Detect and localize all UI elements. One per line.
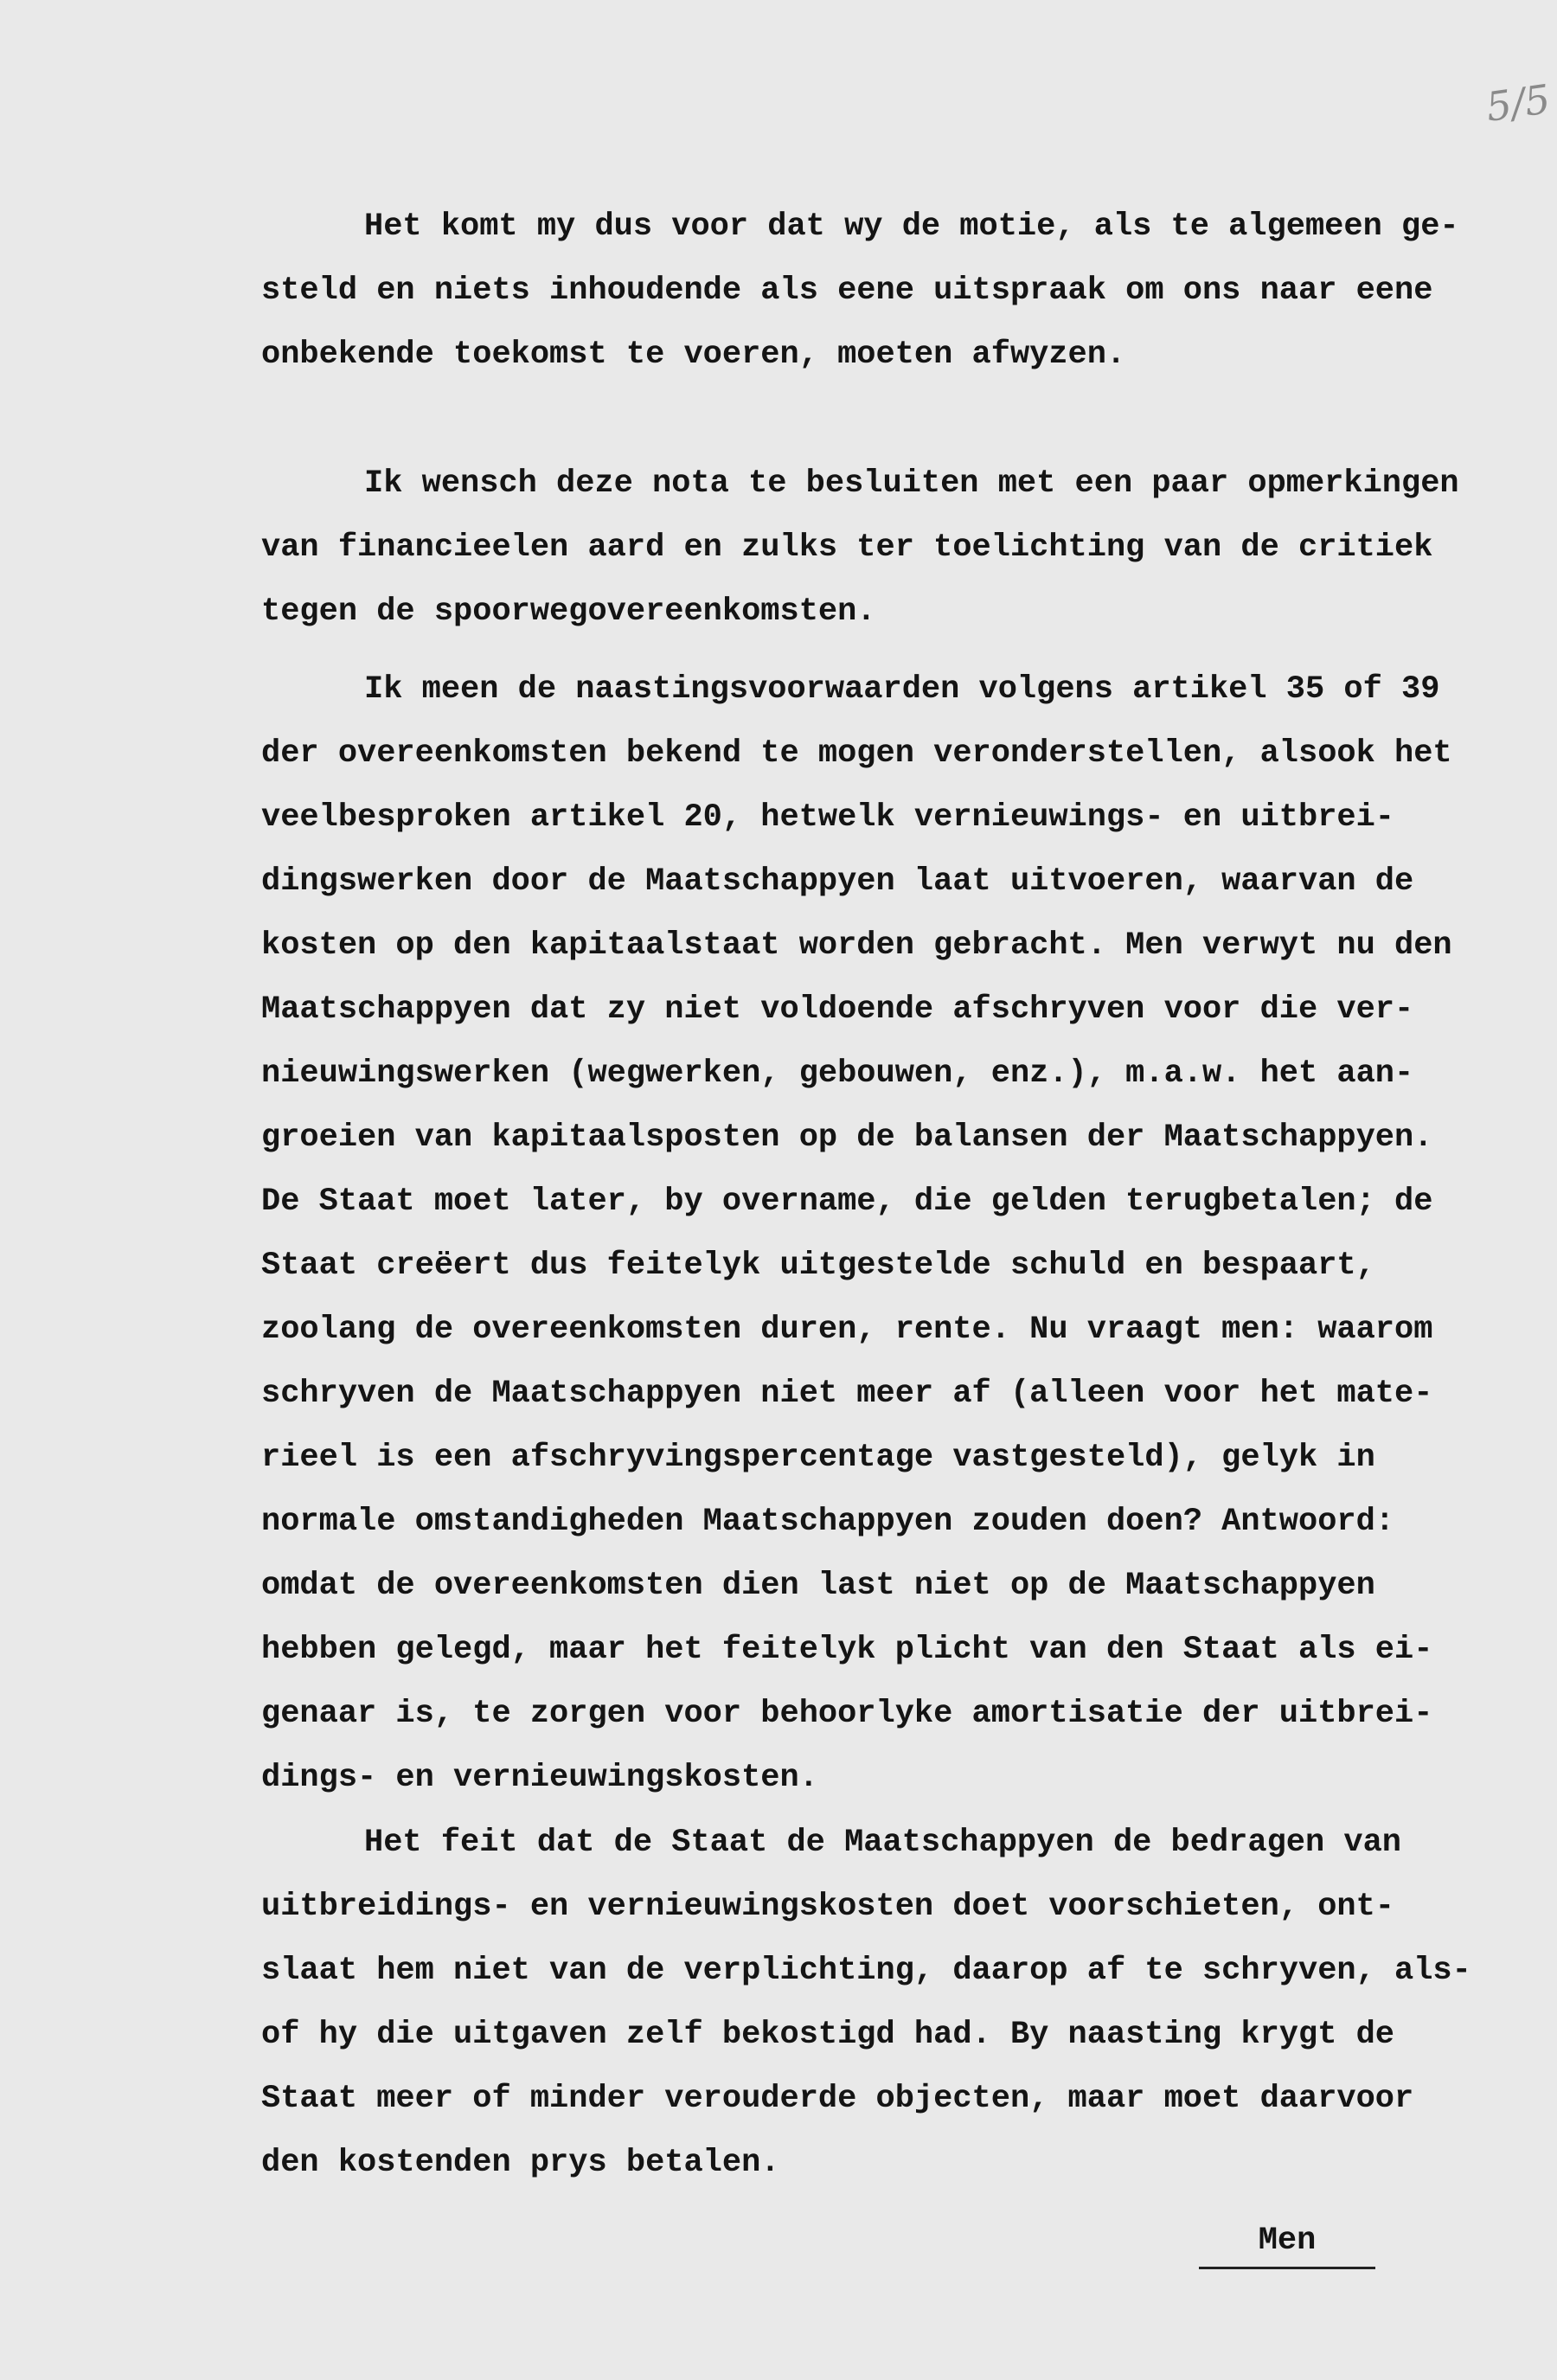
text-line: den kostenden prys betalen. xyxy=(261,2145,780,2181)
text-line: Het feit dat de Staat de Maatschappyen de bedragen van xyxy=(364,1825,1401,1861)
text-line: schryven de Maatschappyen niet meer af (alleen voor het mate- xyxy=(261,1376,1433,1412)
text-line: Ik meen de naastingsvoorwaarden volgens artikel 35 of 39 xyxy=(364,671,1440,708)
text-line: onbekende toekomst te voeren, moeten afwyzen. xyxy=(261,337,1126,373)
catchword-next-page: Men xyxy=(1199,2215,1375,2269)
text-line: dingswerken door de Maatschappyen laat uitvoeren, waarvan de xyxy=(261,863,1414,900)
text-line: groeien van kapitaalsposten op de balansen der Maatschappyen. xyxy=(261,1119,1433,1156)
text-line: slaat hem niet van de verplichting, daarop af te schryven, als- xyxy=(261,1953,1471,1989)
text-line: genaar is, te zorgen voor behoorlyke amortisatie der uitbrei- xyxy=(261,1696,1433,1732)
text-line: of hy die uitgaven zelf bekostigd had. By naasting krygt de xyxy=(261,2017,1395,2053)
text-line: hebben gelegd, maar het feitelyk plicht van den Staat als ei- xyxy=(261,1632,1433,1668)
text-line: tegen de spoorwegovereenkomsten. xyxy=(261,593,876,630)
paragraph-3 xyxy=(261,658,1490,1810)
text-line: veelbesproken artikel 20, hetwelk vernieuwings- en uitbrei- xyxy=(261,799,1395,836)
text-line: nieuwingswerken (wegwerken, gebouwen, enz.), m.a.w. het aan- xyxy=(261,1055,1414,1092)
text-line: Ik wensch deze nota te besluiten met een paar opmerkingen xyxy=(364,465,1459,502)
paragraph-2 xyxy=(261,452,1490,644)
text-line: Het komt my dus voor dat wy de motie, als te algemeen ge- xyxy=(364,208,1459,245)
handwritten-page-number: 5/5 xyxy=(1483,75,1554,131)
text-line: rieel is een afschryvingspercentage vastgesteld), gelyk in xyxy=(261,1440,1375,1476)
text-line: omdat de overeenkomsten dien last niet op de Maatschappyen xyxy=(261,1568,1375,1604)
text-line: Staat meer of minder verouderde objecten, maar moet daarvoor xyxy=(261,2081,1414,2117)
paragraph-4 xyxy=(261,1811,1490,2195)
paragraph-1 xyxy=(261,195,1490,387)
text-line: van financieelen aard en zulks ter toelichting van de critiek xyxy=(261,529,1433,566)
text-line: dings- en vernieuwingskosten. xyxy=(261,1760,818,1796)
text-line: Staat creëert dus feitelyk uitgestelde schuld en bespaart, xyxy=(261,1248,1375,1284)
text-line: steld en niets inhoudende als eene uitspraak om ons naar eene xyxy=(261,273,1433,309)
text-line: der overeenkomsten bekend te mogen veronderstellen, alsook het xyxy=(261,735,1452,772)
text-line: uitbreidings- en vernieuwingskosten doet voorschieten, ont- xyxy=(261,1889,1395,1925)
text-line: Maatschappyen dat zy niet voldoende afschryven voor die ver- xyxy=(261,991,1414,1028)
text-line: De Staat moet later, by overname, die gelden terugbetalen; de xyxy=(261,1184,1433,1220)
text-line: normale omstandigheden Maatschappyen zouden doen? Antwoord: xyxy=(261,1504,1395,1540)
text-line: zoolang de overeenkomsten duren, rente. Nu vraagt men: waarom xyxy=(261,1312,1433,1348)
text-line: kosten op den kapitaalstaat worden gebracht. Men verwyt nu den xyxy=(261,927,1452,964)
